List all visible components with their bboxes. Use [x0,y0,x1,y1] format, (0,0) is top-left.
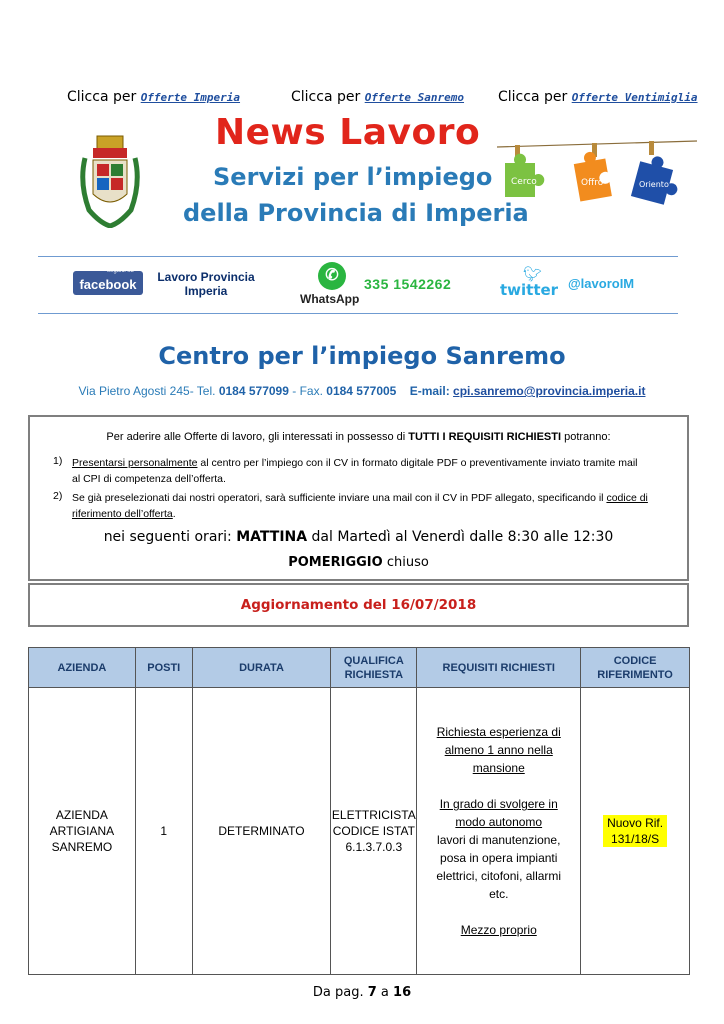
info-intro-end: potranno: [564,431,611,443]
page-title: News Lavoro [215,112,481,153]
info-item-1-line2: al CPI di competenza dell’offerta. [72,473,226,485]
header-posti: POSTI [135,648,192,688]
info-item-2-text: Se già preselezionati dai nostri operatori, sarà sufficiente inviare una mail con il CV in PDF allegato, specificando il [72,492,604,504]
table-row [29,688,690,975]
puzzle-label-offro: Offro [581,178,604,188]
info-afternoon-bold: POMERIGGIO [288,555,383,570]
info-intro-bold: TUTTI I REQUISITI RICHIESTI [408,431,562,443]
footer-total: 16 [393,985,412,1000]
table-header-row [29,648,690,688]
req-autonomy: In grado di svolgere in modo autonomo [439,797,558,829]
cell-azienda-text: AZIENDA ARTIGIANA SANREMO [49,808,115,854]
whatsapp-phone: 335 1542262 [364,276,452,292]
info-hours [30,529,687,545]
puzzle-pieces-icon [497,135,697,215]
twitter-label: twitter [500,281,559,299]
info-afternoon-end: chiuso [386,555,429,570]
whatsapp-icon: ✆ [318,262,346,290]
cell-qualifica-text: ELETTRICISTA CODICE ISTAT 6.1.3.7.0.3 [331,808,416,854]
info-item-1-underlined: Presentarsi personalmente [72,457,198,469]
req-experience: Richiesta esperienza di almeno 1 anno nella mansione [436,725,561,775]
info-item-2-end: . [172,508,176,520]
header-divider [38,256,678,257]
centre-contacts [0,384,724,398]
page-footer [0,985,724,1000]
offerte-sanremo-link[interactable]: Offerte Sanremo [364,91,465,104]
header-requisiti: REQUISITI RICHIESTI [417,648,581,688]
req-duties: lavori di manutenzione, posa in opera impianti elettrici, citofoni, allarmi etc. [436,833,562,901]
info-item-2 [72,490,684,522]
centre-fax: 0184 577005 [326,384,397,398]
province-coat-of-arms-icon [75,128,145,228]
offerte-imperia-link[interactable]: Offerte Imperia [140,91,241,104]
job-offers-table [28,647,690,975]
info-item-2-number: 2) [53,490,63,502]
info-hours-start: nei seguenti orari: [103,529,232,545]
cell-codice [581,688,690,975]
facebook-page-name: Lavoro Provincia Imperia [157,270,255,298]
top-link-prefix: Clicca per [498,89,568,105]
centre-tel: 0184 577099 [218,384,289,398]
centre-address: Via Pietro Agosti 245- Tel. [78,384,216,398]
facebook-label: facebook [79,277,137,292]
top-link-prefix: Clicca per [67,89,137,105]
centre-title: Centro per l’impiego Sanremo [158,342,566,370]
req-vehicle: Mezzo proprio [460,923,537,937]
info-intro [30,431,687,443]
info-item-1-text: al centro per l’impiego con il CV in formato digitale PDF o preventivamente inviato tramite mail [200,457,638,469]
info-item-2-underlined-2: riferimento dell’offerta [72,508,173,520]
cell-qualifica [331,688,417,975]
offer-code-highlight: Nuovo Rif. 131/18/S [603,815,667,847]
info-item-1 [72,455,684,487]
top-link-imperia [67,89,240,105]
footer-sep: a [380,985,389,1000]
centre-email-link[interactable]: cpi.sanremo@provincia.imperia.it [453,384,646,398]
header-codice: CODICE RIFERIMENTO [581,648,690,688]
top-link-ventimiglia [498,89,698,105]
centre-email-label: E-mail: [409,384,450,398]
cell-durata: DETERMINATO [192,688,331,975]
page-subtitle-2: della Provincia di Imperia [183,199,529,227]
social-divider [38,313,678,314]
facebook-small-text: seguici su [107,268,134,274]
header-azienda: AZIENDA [29,648,136,688]
facebook-badge[interactable] [73,271,143,295]
twitter-bird-icon: 🐦︎ [523,266,543,283]
info-hours-end: dal Martedì al Venerdì dalle 8:30 alle 12:30 [311,529,614,545]
cell-requisiti [417,688,581,975]
centre-fax-label: - Fax. [292,384,323,398]
cell-azienda [29,688,136,975]
header-durata: DURATA [192,648,331,688]
top-link-prefix: Clicca per [291,89,361,105]
offerte-ventimiglia-link[interactable]: Offerte Ventimiglia [571,91,698,104]
footer-prefix: Da pag. [312,985,364,1000]
update-date: Aggiornamento del 16/07/2018 [240,597,477,613]
page-subtitle-1: Servizi per l’impiego [213,163,493,191]
footer-page: 7 [367,985,377,1000]
twitter-handle[interactable]: @lavoroIM [568,276,635,291]
info-item-1-number: 1) [53,455,63,467]
cell-posti: 1 [135,688,192,975]
info-intro-start: Per aderire alle Offerte di lavoro, gli interessati in possesso di [106,431,406,443]
info-hours-bold: MATTINA [236,529,308,545]
info-afternoon [30,555,687,570]
puzzle-label-cerco: Cerco [511,177,537,187]
puzzle-label-oriento: Oriento [639,180,669,189]
info-item-2-underlined-1: codice di [606,492,648,504]
whatsapp-label: WhatsApp [300,292,360,306]
top-link-sanremo [291,89,464,105]
header-qualifica: QUALIFICA RICHIESTA [331,648,417,688]
